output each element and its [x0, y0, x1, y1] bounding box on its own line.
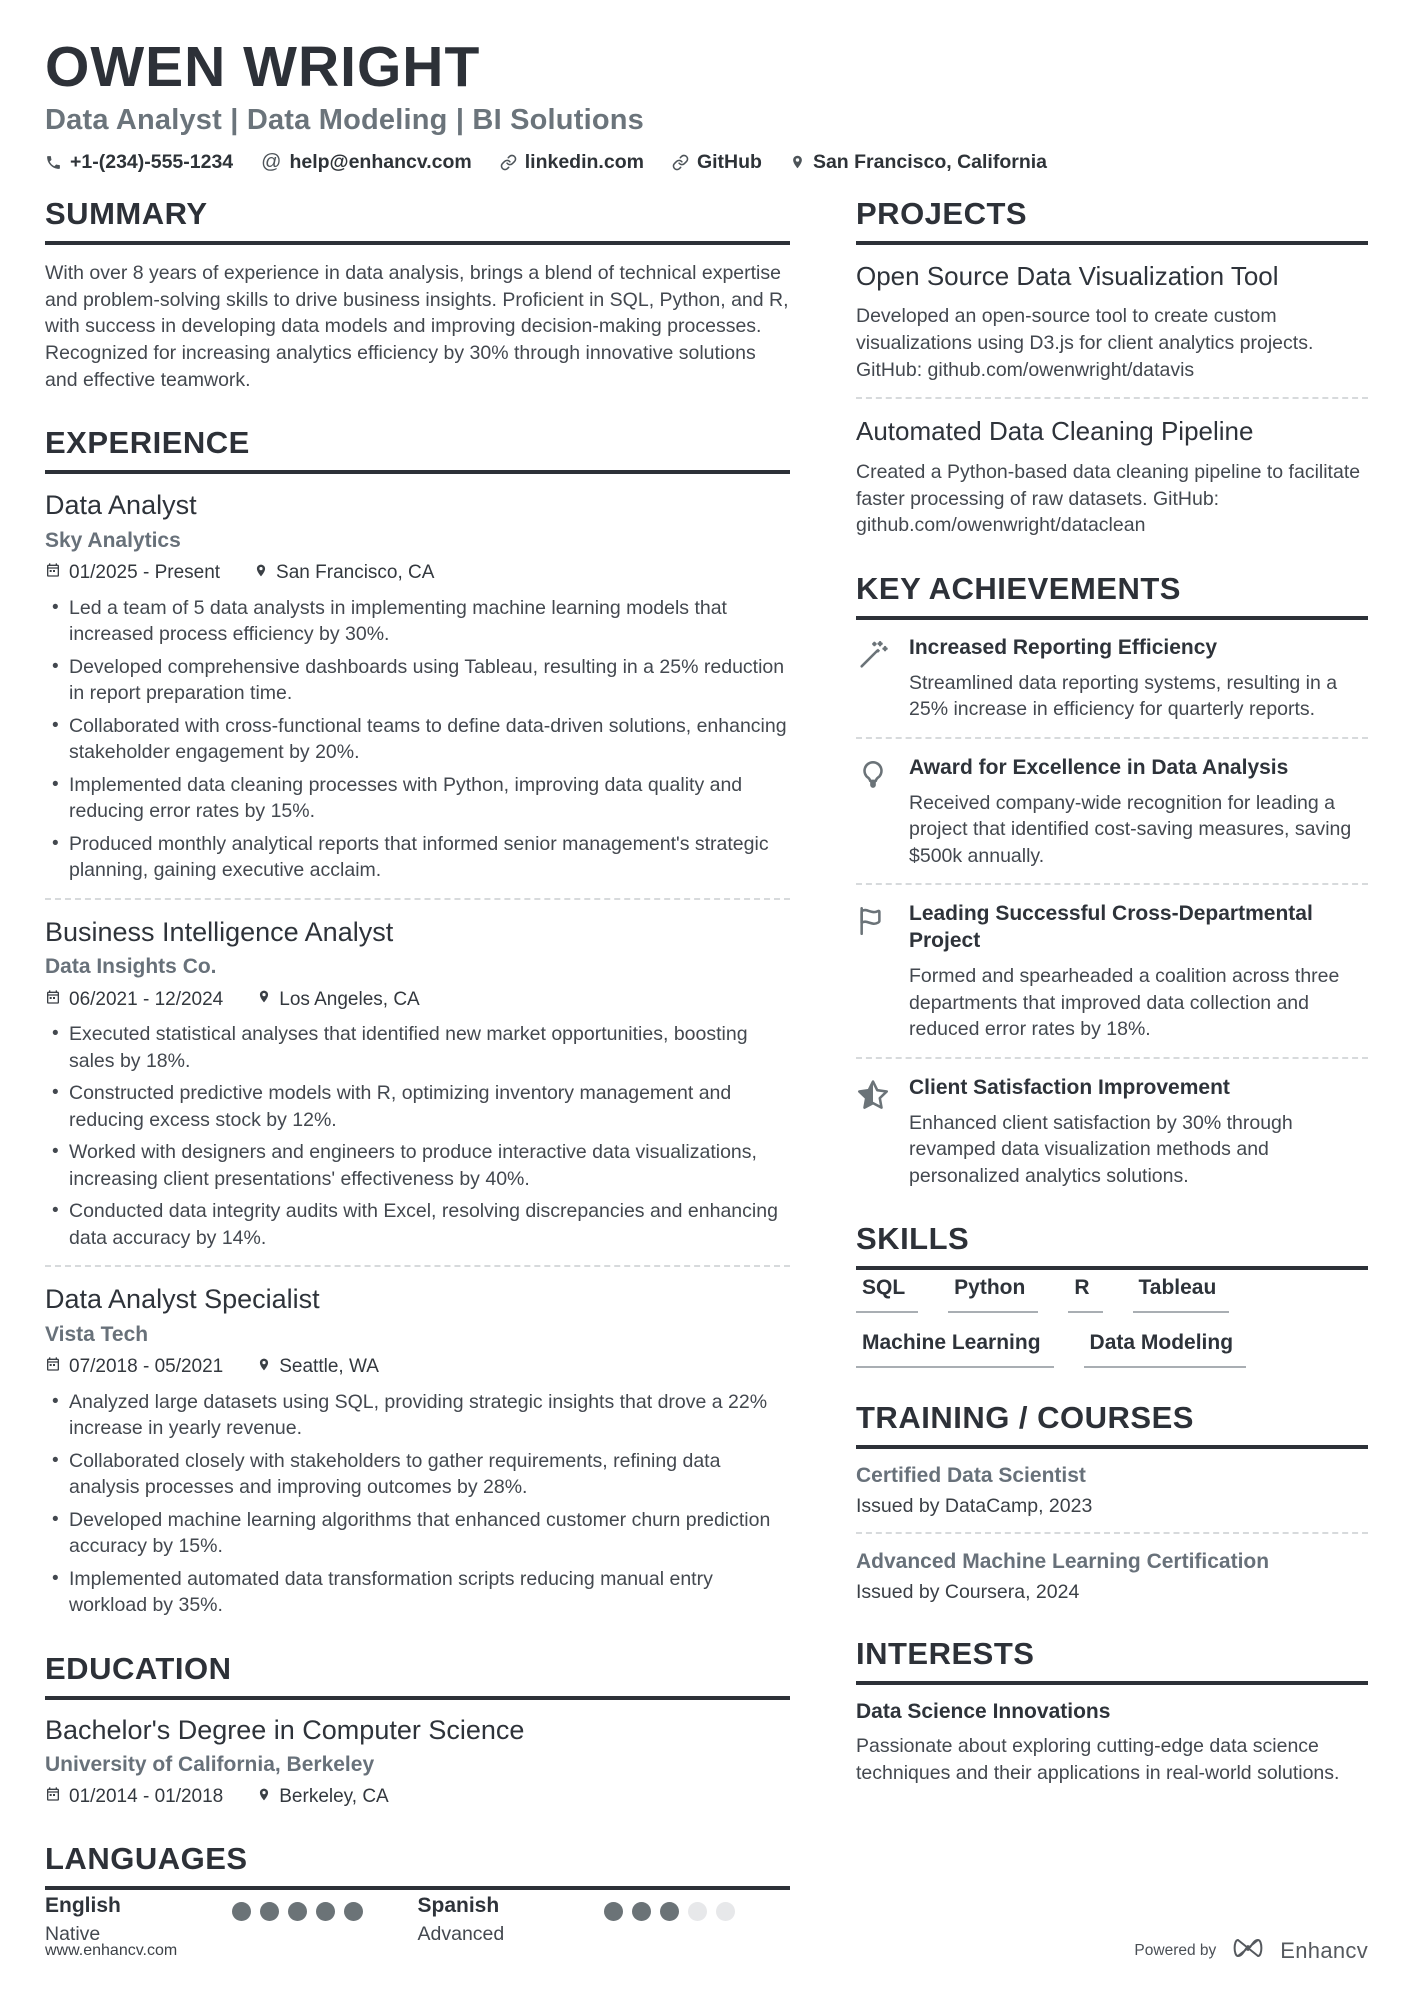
entry-divider [856, 1532, 1368, 1534]
achievement-description: Enhanced client satisfaction by 30% through revamped data visualization methods and personalized analytics solutions. [909, 1111, 1293, 1187]
left-column [45, 196, 790, 1978]
language-level-dot [260, 1902, 279, 1921]
right-column [856, 196, 1368, 1978]
at-icon: @ [261, 150, 282, 173]
degree-title: Bachelor's Degree in Computer Science [45, 1714, 525, 1745]
experience-section [45, 425, 790, 1619]
location-pin-icon [790, 153, 805, 171]
languages-heading: LANGUAGES [45, 1841, 790, 1890]
contact-github[interactable] [672, 151, 762, 174]
achievement-title: Leading Successful Cross-Departmental Project [909, 902, 1313, 953]
course-entry [856, 1550, 1368, 1604]
link-icon [500, 154, 517, 171]
contact-location [790, 151, 1047, 174]
job-title: Data Analyst [45, 490, 197, 521]
job-location: San Francisco, CA [254, 562, 434, 585]
job-bullet: • Implemented data cleaning processes with Python, improving data quality and reducing error rates by 15%. [45, 772, 790, 825]
job-bullet: • Executed statistical analyses that identified new market opportunities, boosting sales by 18%. [45, 1021, 790, 1074]
language-level-dot [688, 1902, 707, 1921]
star-icon [856, 1075, 892, 1189]
project-title: Open Source Data Visualization Tool [856, 260, 1279, 291]
education-location: Berkeley, CA [257, 1786, 388, 1809]
education-heading: EDUCATION [45, 1651, 790, 1700]
job-dates: 06/2021 - 12/2024 [45, 989, 223, 1011]
summary-heading: SUMMARY [45, 196, 790, 245]
contact-phone [45, 151, 233, 174]
skills-list [856, 1270, 1368, 1368]
contact-linkedin[interactable] [500, 151, 644, 174]
magic-wand-icon [856, 635, 892, 723]
projects-section [856, 196, 1368, 539]
job-bullet-list [45, 595, 790, 884]
language-level-dot [344, 1902, 363, 1921]
job-bullet: • Conducted data integrity audits with Excel, resolving discrepancies and enhancing data accuracy by 14%. [45, 1198, 790, 1251]
entry-divider [856, 883, 1368, 885]
achievements-heading: KEY ACHIEVEMENTS [856, 571, 1368, 620]
language-level-dot [716, 1902, 735, 1921]
job-location: Seattle, WA [257, 1356, 379, 1379]
interest-entry [856, 1700, 1368, 1786]
footer-site-url: www.enhancv.com [45, 1941, 178, 1959]
achievement-description: Formed and spearheaded a coalition across three departments that improved data collection and reduced error rates by 18%. [909, 965, 1340, 1041]
language-level: Advanced [417, 1922, 505, 1945]
course-issuer: Issued by DataCamp, 2023 [856, 1495, 1093, 1518]
company-name: Data Insights Co. [45, 955, 217, 979]
language-level-dot [316, 1902, 335, 1921]
language-level-dots [232, 1902, 363, 1921]
job-bullet: • Constructed predictive models with R, optimizing inventory management and reducing excess stock by 12%. [45, 1080, 790, 1133]
experience-entry [45, 489, 790, 884]
contact-row [45, 151, 1368, 174]
skills-section [856, 1221, 1368, 1368]
achievement-entry [856, 755, 1368, 869]
language-level: Native [45, 1922, 101, 1945]
achievement-title: Award for Excellence in Data Analysis [909, 755, 1289, 779]
job-bullet: • Led a team of 5 data analysts in implementing machine learning models that increased process efficiency by 30%. [45, 595, 790, 648]
skills-heading: SKILLS [856, 1221, 1368, 1270]
education-section [45, 1651, 790, 1809]
project-entry [856, 260, 1368, 384]
skill-tag: Machine Learning [856, 1331, 1054, 1368]
interest-description: Passionate about exploring cutting-edge data science techniques and their applications in real-world solutions. [856, 1735, 1340, 1784]
projects-heading: PROJECTS [856, 196, 1368, 245]
job-bullet: • Worked with designers and engineers to produce interactive data visualizations, increasing client presentations' effectiveness by 40%. [45, 1139, 790, 1192]
training-heading: TRAINING / COURSES [856, 1400, 1368, 1449]
achievement-description: Received company-wide recognition for leading a project that identified cost-saving measures, saving $500k annually. [909, 791, 1352, 867]
course-entry [856, 1464, 1368, 1518]
experience-entry [45, 916, 790, 1252]
achievement-title: Increased Reporting Efficiency [909, 636, 1218, 660]
language-level-dot [288, 1902, 307, 1921]
course-title: Certified Data Scientist [856, 1464, 1086, 1488]
job-dates: 07/2018 - 05/2021 [45, 1356, 223, 1378]
experience-heading: EXPERIENCE [45, 425, 790, 474]
calendar-icon [45, 562, 61, 584]
job-bullet: • Developed comprehensive dashboards using Tableau, resulting in a 25% reduction in report preparation time. [45, 654, 790, 707]
skill-tag: Python [948, 1276, 1038, 1313]
company-name: Sky Analytics [45, 528, 181, 552]
location-pin-icon [257, 1356, 271, 1379]
contact-email[interactable] [261, 151, 472, 174]
job-bullet: • Collaborated closely with stakeholders to gather requirements, refining data analysis processes and improving outcomes by 28%. [45, 1448, 790, 1501]
course-title: Advanced Machine Learning Certification [856, 1550, 1270, 1574]
location-pin-icon [254, 562, 268, 585]
resume-columns [45, 196, 1368, 1978]
skill-tag: R [1068, 1276, 1102, 1313]
job-title: Data Analyst Specialist [45, 1284, 320, 1315]
calendar-icon [45, 1786, 61, 1808]
job-bullet: • Collaborated with cross-functional teams to define data-driven solutions, enhancing stakeholder engagement by 20%. [45, 713, 790, 766]
project-title: Automated Data Cleaning Pipeline [856, 416, 1254, 447]
enhancv-logo-icon [1228, 1936, 1268, 1965]
job-bullet-list [45, 1389, 790, 1619]
languages-section [45, 1841, 790, 1946]
achievement-description: Streamlined data reporting systems, resulting in a 25% increase in efficiency for quarterly reports. [909, 671, 1338, 721]
entry-divider [45, 898, 790, 900]
contact-phone-text: +1-(234)-555-1234 [70, 150, 234, 173]
achievement-entry [856, 901, 1368, 1042]
skill-tag: Data Modeling [1084, 1331, 1247, 1368]
language-level-dot [604, 1902, 623, 1921]
calendar-icon [45, 989, 61, 1011]
achievement-entry [856, 635, 1368, 723]
person-headline: Data Analyst | Data Modeling | BI Solutions [45, 103, 644, 136]
contact-location-text: San Francisco, California [812, 150, 1048, 173]
person-name: OWEN WRIGHT [45, 35, 481, 99]
contact-linkedin-text: linkedin.com [524, 150, 644, 173]
resume-header [45, 35, 1368, 174]
language-level-dot [660, 1902, 679, 1921]
page-footer [45, 1936, 1368, 1965]
language-name: Spanish [417, 1893, 500, 1917]
location-pin-icon [257, 988, 271, 1011]
school-name: University of California, Berkeley [45, 1752, 375, 1776]
powered-by [1134, 1936, 1368, 1965]
link-icon [672, 154, 689, 171]
project-description: Developed an open-source tool to create custom visualizations using D3.js for client analytics projects. GitHub: github.com/owenwright/datavis [856, 305, 1314, 381]
entry-divider [45, 1265, 790, 1267]
interest-title: Data Science Innovations [856, 1700, 1111, 1724]
summary-section [45, 196, 790, 394]
summary-text: With over 8 years of experience in data analysis, brings a blend of technical expertise and problem-solving skills to drive business insights. Proficient in SQL, Python, and R, with success in developing data models and improving decision-making processes. Recognized for increasing analytics efficiency by 30% through innovative solutions and effective teamwork. [45, 261, 789, 391]
phone-icon [45, 154, 62, 171]
powered-by-label: Powered by [1134, 1941, 1217, 1959]
company-name: Vista Tech [45, 1322, 149, 1346]
flag-icon [856, 901, 892, 1042]
job-bullet: • Developed machine learning algorithms that enhanced customer churn prediction accuracy by 15%. [45, 1507, 790, 1560]
achievement-title: Client Satisfaction Improvement [909, 1075, 1230, 1099]
language-level-dot [232, 1902, 251, 1921]
language-name: English [45, 1893, 121, 1917]
education-dates: 01/2014 - 01/2018 [45, 1786, 223, 1808]
job-bullet: • Implemented automated data transformation scripts reducing manual entry workload by 35%. [45, 1566, 790, 1619]
entry-divider [856, 737, 1368, 739]
language-level-dot [632, 1902, 651, 1921]
experience-entry [45, 1283, 790, 1619]
project-description: Created a Python-based data cleaning pipeline to facilitate faster processing of raw datasets. GitHub: github.com/owenwright/dataclean [856, 460, 1361, 537]
enhancv-brand-name: Enhancv [1280, 1937, 1368, 1963]
training-section [856, 1400, 1368, 1604]
entry-divider [856, 1057, 1368, 1059]
achievements-section [856, 571, 1368, 1189]
language-level-dots [604, 1902, 735, 1921]
project-entry [856, 415, 1368, 539]
calendar-icon [45, 1356, 61, 1378]
job-bullet: • Analyzed large datasets using SQL, providing strategic insights that drove a 22% increase in yearly revenue. [45, 1389, 790, 1442]
job-title: Business Intelligence Analyst [45, 916, 394, 947]
skill-tag: Tableau [1133, 1276, 1230, 1313]
location-pin-icon [257, 1786, 271, 1809]
achievement-entry [856, 1075, 1368, 1189]
job-dates: 01/2025 - Present [45, 562, 220, 584]
job-bullet: • Produced monthly analytical reports that informed senior management's strategic planning, gaining executive acclaim. [45, 831, 790, 884]
entry-divider [856, 397, 1368, 399]
course-issuer: Issued by Coursera, 2024 [856, 1581, 1080, 1604]
interests-section [856, 1636, 1368, 1786]
contact-github-text: GitHub [696, 150, 762, 173]
lightbulb-icon [856, 755, 892, 869]
job-location: Los Angeles, CA [257, 988, 419, 1011]
skill-tag: SQL [856, 1276, 918, 1313]
contact-email-text: help@enhancv.com [289, 150, 472, 173]
interests-heading: INTERESTS [856, 1636, 1368, 1685]
job-bullet-list [45, 1021, 790, 1251]
